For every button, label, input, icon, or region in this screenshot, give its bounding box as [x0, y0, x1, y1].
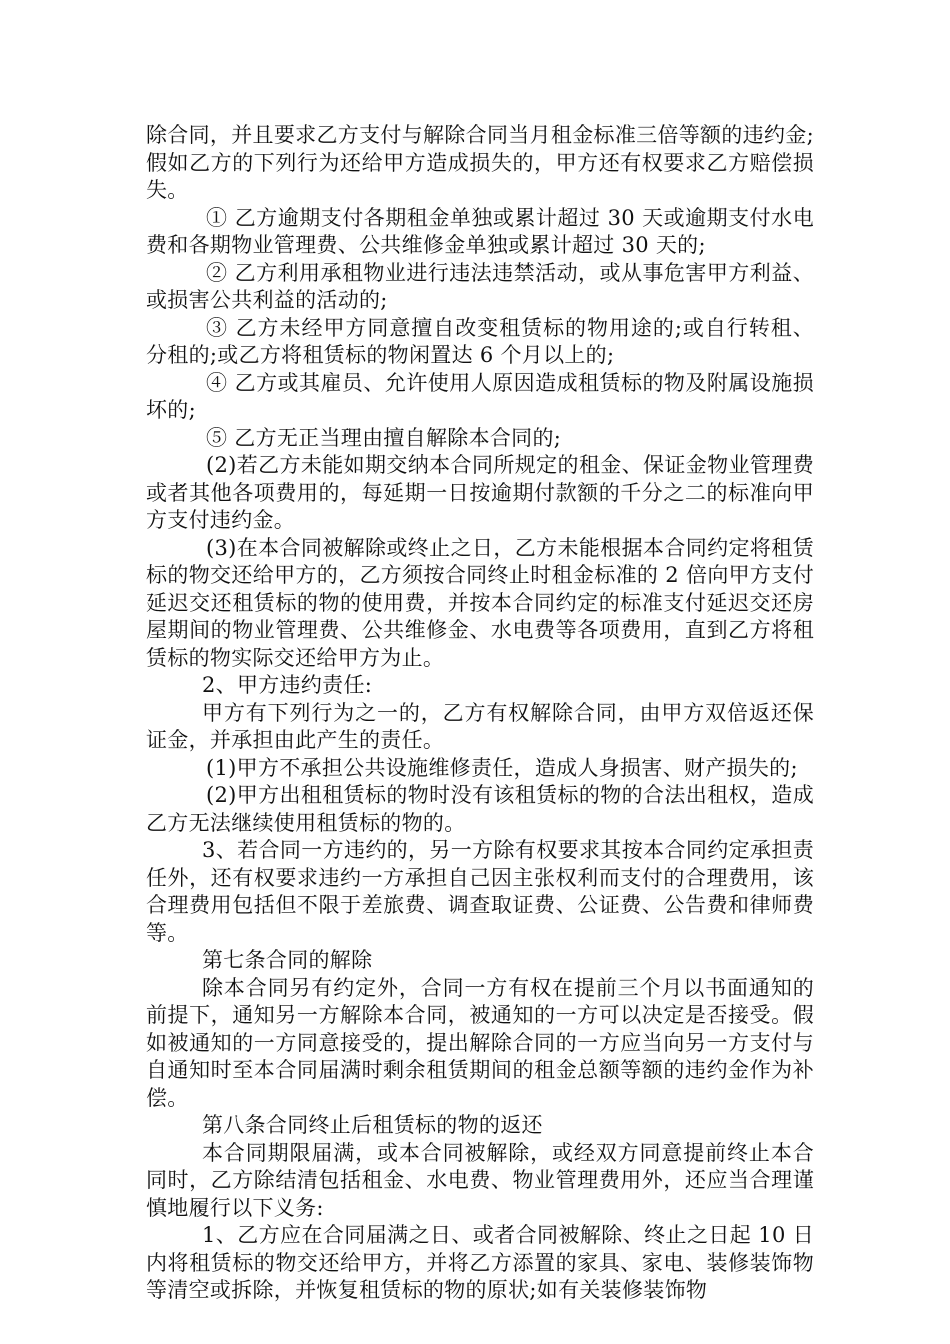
paragraph: ④ 乙方或其雇员、允许使用人原因造成租赁标的物及附属设施损坏的; — [146, 370, 814, 422]
paragraph: (3)在本合同被解除或终止之日，乙方未能根据本合同约定将租赁标的物交还给甲方的，乙方须按合同终止时租金标准的 2 倍向甲方支付延迟交还租赁标的物的使用费，并按本合同约定的标准支付延迟交还房屋期间的物业管理费、公共维修金、水电费等各项费用，直到乙方将租赁标的物实际交还给甲方为止。 — [146, 535, 814, 670]
paragraph: 本合同期限届满，或本合同被解除，或经双方同意提前终止本合同时，乙方除结清包括租金、水电费、物业管理费用外，还应当合理谨慎地履行以下义务: — [146, 1140, 814, 1220]
paragraph: ② 乙方利用承租物业进行违法违禁活动，或从事危害甲方利益、或损害公共利益的活动的; — [146, 260, 814, 312]
paragraph: 除合同，并且要求乙方支付与解除合同当月租金标准三倍等额的违约金;假如乙方的下列行为还给甲方造成损失的，甲方还有权要求乙方赔偿损失。 — [146, 123, 814, 202]
paragraph: ① 乙方逾期支付各期租金单独或累计超过 30 天或逾期支付水电费和各期物业管理费、公共维修金单独或累计超过 30 天的; — [146, 205, 814, 257]
article-heading: 第八条合同终止后租赁标的物的返还 — [202, 1113, 543, 1137]
paragraph: ③ 乙方未经甲方同意擅自改变租赁标的物用途的;或自行转租、分租的;或乙方将租赁标的物闲置达 6 个月以上的; — [146, 315, 814, 367]
section-heading: 2、甲方违约责任: — [202, 673, 373, 697]
article-heading: 第七条合同的解除 — [202, 948, 373, 972]
paragraph: (2)若乙方未能如期交纳本合同所规定的租金、保证金物业管理费或者其他各项费用的，每延期一日按逾期付款额的千分之二的标准向甲方支付违约金。 — [146, 453, 814, 532]
paragraph: 除本合同另有约定外，合同一方有权在提前三个月以书面通知的前提下，通知另一方解除本合同，被通知的一方可以决定是否接受。假如被通知的一方同意接受的，提出解除合同的一方应当向另一方支付与自通知时至本合同届满时剩余租赁期间的租金总额等额的违约金作为补偿。 — [146, 975, 814, 1110]
document-body — [146, 122, 814, 1305]
paragraph: 1、乙方应在合同届满之日、或者合同被解除、终止之日起 10 日内将租赁标的物交还给甲方，并将乙方添置的家具、家电、装修装饰物等清空或拆除，并恢复租赁标的物的原状;如有关装修装饰物 — [146, 1223, 814, 1302]
paragraph: ⑤ 乙方无正当理由擅自解除本合同的; — [206, 425, 562, 450]
paragraph: 甲方有下列行为之一的，乙方有权解除合同，由甲方双倍返还保证金，并承担由此产生的责任。 — [146, 700, 814, 752]
paragraph: (2)甲方出租租赁标的物时没有该租赁标的物的合法出租权，造成乙方无法继续使用租赁标的物的。 — [146, 783, 814, 835]
paragraph: (1)甲方不承担公共设施维修责任，造成人身损害、财产损失的; — [206, 755, 798, 780]
paragraph: 3、若合同一方违约的，另一方除有权要求其按本合同约定承担责任外，还有权要求违约一方承担自己因主张权利而支付的合理费用，该合理费用包括但不限于差旅费、调查取证费、公证费、公告费和律师费等。 — [146, 838, 814, 945]
